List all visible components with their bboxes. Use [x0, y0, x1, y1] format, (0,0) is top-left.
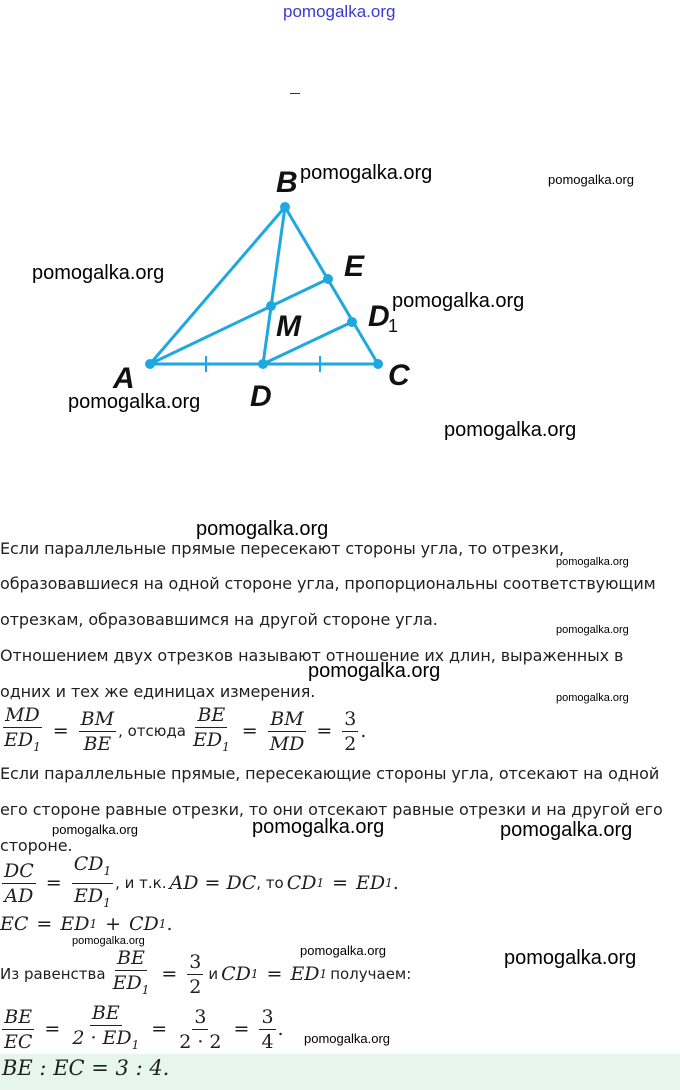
- equation-2: $\frac{DC}{AD}$ = $\frac{CD_1}{ED_1}$ , и т.к. AD = DC , то CD 1 = ED 1 .: [4, 852, 399, 910]
- point-d: [258, 359, 268, 369]
- label-d1-sub: 1: [388, 316, 399, 336]
- point-m: [266, 301, 276, 311]
- watermark: pomogalka.org: [252, 816, 385, 838]
- label-b: B: [276, 166, 298, 199]
- watermark: pomogalka.org: [392, 290, 525, 312]
- watermark: pomogalka.org: [72, 935, 145, 947]
- dash-mark: [290, 93, 300, 94]
- equation-5: $\frac{BE}{EC}$ = $\frac{BE}{2 \cdot ED_1}$ = $\frac{3}{2 \cdot 2}$ = $\frac{3}{4}$ .: [4, 1002, 284, 1053]
- paragraph-2-line-1: Отношением двух отрезков называют отношение их длин, выраженных в: [0, 646, 624, 665]
- watermark: pomogalka.org: [556, 692, 629, 704]
- label-c: C: [388, 359, 410, 392]
- point-c: [373, 359, 383, 369]
- watermark: pomogalka.org: [32, 262, 165, 284]
- label-e: E: [344, 250, 365, 283]
- point-a: [145, 359, 155, 369]
- equation-4: Из равенства $\frac{BE}{ED_1}$ = $\frac{3}{2}$ и CD 1 = ED 1 получаем:: [0, 947, 412, 998]
- paragraph-2-line-2: одних и тех же единицах измерения.: [0, 682, 316, 701]
- watermark: pomogalka.org: [556, 556, 629, 568]
- diagram-lines: [150, 207, 378, 372]
- paragraph-1-line-2: образовавшиеся на одной стороне угла, пропорциональны соответствующим: [0, 574, 656, 593]
- paragraph-3-line-3: стороне.: [0, 836, 73, 855]
- paragraph-1-line-1: Если параллельные прямые пересекают стороны угла, то отрезки,: [0, 539, 564, 558]
- watermark: pomogalka.org: [196, 518, 329, 540]
- point-b: [280, 202, 290, 212]
- watermark: pomogalka.org: [308, 660, 441, 682]
- watermark: pomogalka.org: [300, 162, 433, 184]
- watermark: pomogalka.org: [504, 947, 637, 969]
- equation-3: EC = ED 1 + CD 1 .: [0, 913, 173, 935]
- watermark: pomogalka.org: [556, 624, 629, 636]
- watermark: pomogalka.org: [68, 391, 201, 413]
- watermark-top: pomogalka.org: [283, 2, 396, 21]
- point-d1: [347, 317, 357, 327]
- label-d1: D: [368, 300, 390, 333]
- point-e: [323, 274, 333, 284]
- paragraph-3-line-2: его стороне равные отрезки, то они отсекают равные отрезки и на другой его: [0, 800, 663, 819]
- label-d: D: [250, 380, 272, 413]
- answer-text: BE : EC = 3 : 4.: [2, 1056, 170, 1080]
- paragraph-3-line-1: Если параллельные прямые, пересекающие стороны угла, отсекают на одной: [0, 764, 660, 783]
- watermark: pomogalka.org: [500, 819, 633, 841]
- watermark: pomogalka.org: [52, 822, 138, 837]
- side-ab: [150, 207, 285, 364]
- label-a: A: [113, 362, 135, 395]
- segment-ae: [150, 279, 328, 364]
- paragraph-1-line-3: отрезкам, образовавшимся на другой стороне угла.: [0, 610, 438, 629]
- equation-1: $\frac{MD}{ED_1}$ = $\frac{BM}{BE}$ , отсюда $\frac{BE}{ED_1}$ = $\frac{BM}{MD}$ = $\frac{3}{2}$ .: [4, 704, 367, 755]
- watermark: pomogalka.org: [548, 172, 634, 187]
- watermark: pomogalka.org: [444, 419, 577, 441]
- watermark: pomogalka.org: [304, 1031, 390, 1046]
- label-m: M: [276, 310, 301, 343]
- watermark: pomogalka.org: [300, 943, 386, 958]
